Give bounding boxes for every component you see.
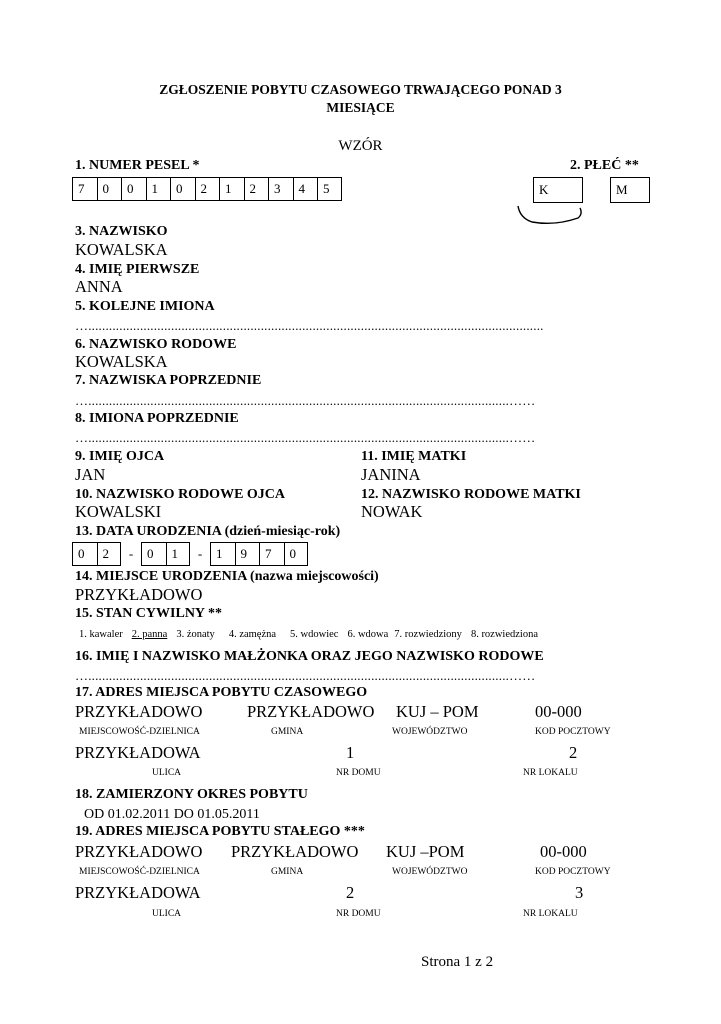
month-digit[interactable]: 1 [166, 542, 191, 566]
kolejne-imiona-dots: ….................................................................................................................................... [75, 318, 544, 333]
adres-czasowy-label: 17. ADRES MIEJSCA POBYTU CZASOWEGO [75, 685, 368, 700]
pesel-digit[interactable]: 0 [121, 177, 146, 201]
plec-selection-mark [510, 200, 590, 230]
pesel-digit[interactable]: 3 [268, 177, 293, 201]
stan-option[interactable]: 1. kawaler [79, 629, 123, 640]
month-digit[interactable]: 0 [141, 542, 166, 566]
data-urodzenia-cells [72, 542, 308, 566]
caption-miejscowosc: MIEJSCOWOŚĆ-DZIELNICA [79, 867, 200, 877]
pesel-digit[interactable]: 2 [195, 177, 220, 201]
nazwisko-ojca-value: KOWALSKI [75, 502, 162, 521]
malzonek-label: 16. IMIĘ I NAZWISKO MAŁŻONKA ORAZ JEGO NAZWISKO RODOWE [75, 649, 544, 664]
okres-label: 18. ZAMIERZONY OKRES POBYTU [75, 787, 308, 802]
year-digit[interactable]: 1 [210, 542, 235, 566]
caption-nr-domu: NR DOMU [336, 768, 381, 778]
page-number: Strona 1 z 2 [421, 954, 494, 970]
stan-option[interactable]: 3. żonaty [176, 629, 215, 640]
pesel-digit[interactable]: 1 [146, 177, 171, 201]
pesel-digit[interactable]: 2 [244, 177, 269, 201]
caption-miejscowosc: MIEJSCOWOŚĆ-DZIELNICA [79, 727, 200, 737]
stan-option[interactable]: 6. wdowa [347, 629, 389, 640]
imie-ojca-label: 9. IMIĘ OJCA [75, 449, 165, 464]
staly-nr-lokalu: 3 [575, 883, 584, 902]
stan-option[interactable]: 7. rozwiedziony [394, 629, 462, 640]
imie-value: ANNA [75, 277, 123, 296]
czasowy-ulica: PRZYKŁADOWA [75, 743, 201, 762]
caption-wojewodztwo: WOJEWÓDZTWO [392, 867, 468, 877]
imie-ojca-value: JAN [75, 465, 106, 484]
staly-wojewodztwo: KUJ –POM [386, 842, 465, 861]
pesel-digit[interactable]: 4 [293, 177, 318, 201]
plec-k-box[interactable]: K [533, 177, 583, 203]
nazwisko-rodowe-label: 6. NAZWISKO RODOWE [75, 337, 237, 352]
caption-wojewodztwo: WOJEWÓDZTWO [392, 727, 468, 737]
nazwisko-label: 3. NAZWISKO [75, 224, 168, 239]
date-separator: - [128, 546, 134, 561]
miejsce-urodzenia-label: 14. MIEJSCE URODZENIA (nazwa miejscowości) [75, 569, 379, 584]
caption-nr-lokalu: NR LOKALU [523, 909, 578, 919]
imie-label: 4. IMIĘ PIERWSZE [75, 262, 200, 277]
day-digit[interactable]: 0 [72, 542, 97, 566]
pesel-digit[interactable]: 7 [72, 177, 97, 201]
staly-nr-domu: 2 [346, 883, 355, 902]
nazwiska-poprzednie-dots: …..........................................................................................................................…… [75, 393, 536, 408]
pesel-digit[interactable]: 0 [170, 177, 195, 201]
plec-m-box[interactable]: M [610, 177, 650, 203]
nazwisko-rodowe-value: KOWALSKA [75, 352, 168, 371]
pesel-label: 1. NUMER PESEL * [75, 158, 200, 173]
czasowy-gmina: PRZYKŁADOWO [247, 702, 375, 721]
stan-option-selected[interactable]: 2. panna [131, 629, 168, 640]
imiona-poprzednie-dots: …..........................................................................................................................…… [75, 430, 536, 445]
stan-cywilny-options [79, 629, 547, 640]
czasowy-nr-lokalu: 2 [569, 743, 578, 762]
pesel-digit[interactable]: 1 [219, 177, 244, 201]
stan-cywilny-label: 15. STAN CYWILNY ** [75, 606, 223, 621]
year-digit[interactable]: 9 [235, 542, 260, 566]
wzor-label: WZÓR [338, 138, 383, 154]
miejsce-urodzenia-value: PRZYKŁADOWO [75, 585, 203, 604]
pesel-digit[interactable]: 0 [97, 177, 122, 201]
malzonek-dots: …..........................................................................................................................…… [75, 668, 536, 683]
nazwisko-matki-value: NOWAK [361, 502, 423, 521]
adres-staly-label: 19. ADRES MIEJSCA POBYTU STAŁEGO *** [75, 824, 365, 839]
caption-ulica: ULICA [152, 909, 182, 919]
form-title-line2: MIESIĄCE [326, 100, 395, 115]
caption-gmina: GMINA [271, 867, 304, 877]
nazwisko-ojca-label: 10. NAZWISKO RODOWE OJCA [75, 487, 286, 502]
pesel-digit[interactable]: 5 [317, 177, 342, 201]
czasowy-kod: 00-000 [535, 702, 582, 721]
okres-value: OD 01.02.2011 DO 01.05.2011 [84, 807, 260, 822]
caption-gmina: GMINA [271, 727, 304, 737]
day-digit[interactable]: 2 [97, 542, 122, 566]
caption-kod: KOD POCZTOWY [535, 867, 611, 877]
caption-nr-domu: NR DOMU [336, 909, 381, 919]
year-digit[interactable]: 7 [259, 542, 284, 566]
caption-nr-lokalu: NR LOKALU [523, 768, 578, 778]
plec-label: 2. PŁEĆ ** [570, 158, 639, 173]
imie-matki-value: JANINA [361, 465, 421, 484]
stan-option[interactable]: 5. wdowiec [290, 629, 339, 640]
czasowy-wojewodztwo: KUJ – POM [396, 702, 479, 721]
data-urodzenia-label: 13. DATA URODZENIA (dzień-miesiąc-rok) [75, 524, 341, 539]
nazwisko-matki-label: 12. NAZWISKO RODOWE MATKI [361, 487, 581, 502]
nazwisko-value: KOWALSKA [75, 240, 168, 259]
staly-kod: 00-000 [540, 842, 587, 861]
stan-option[interactable]: 4. zamężna [228, 629, 277, 640]
nazwiska-poprzednie-label: 7. NAZWISKA POPRZEDNIE [75, 373, 262, 388]
kolejne-imiona-label: 5. KOLEJNE IMIONA [75, 299, 215, 314]
form-title-line1: ZGŁOSZENIE POBYTU CZASOWEGO TRWAJĄCEGO PONAD 3 [159, 82, 562, 97]
staly-gmina: PRZYKŁADOWO [231, 842, 359, 861]
czasowy-nr-domu: 1 [346, 743, 355, 762]
staly-miejscowosc: PRZYKŁADOWO [75, 842, 203, 861]
year-digit[interactable]: 0 [284, 542, 309, 566]
imiona-poprzednie-label: 8. IMIONA POPRZEDNIE [75, 411, 239, 426]
czasowy-miejscowosc: PRZYKŁADOWO [75, 702, 203, 721]
date-separator: - [197, 546, 203, 561]
stan-option[interactable]: 8. rozwiedziona [470, 629, 538, 640]
staly-ulica: PRZYKŁADOWA [75, 883, 201, 902]
caption-ulica: ULICA [152, 768, 182, 778]
imie-matki-label: 11. IMIĘ MATKI [361, 449, 467, 464]
pesel-cells [72, 177, 342, 201]
caption-kod: KOD POCZTOWY [535, 727, 611, 737]
